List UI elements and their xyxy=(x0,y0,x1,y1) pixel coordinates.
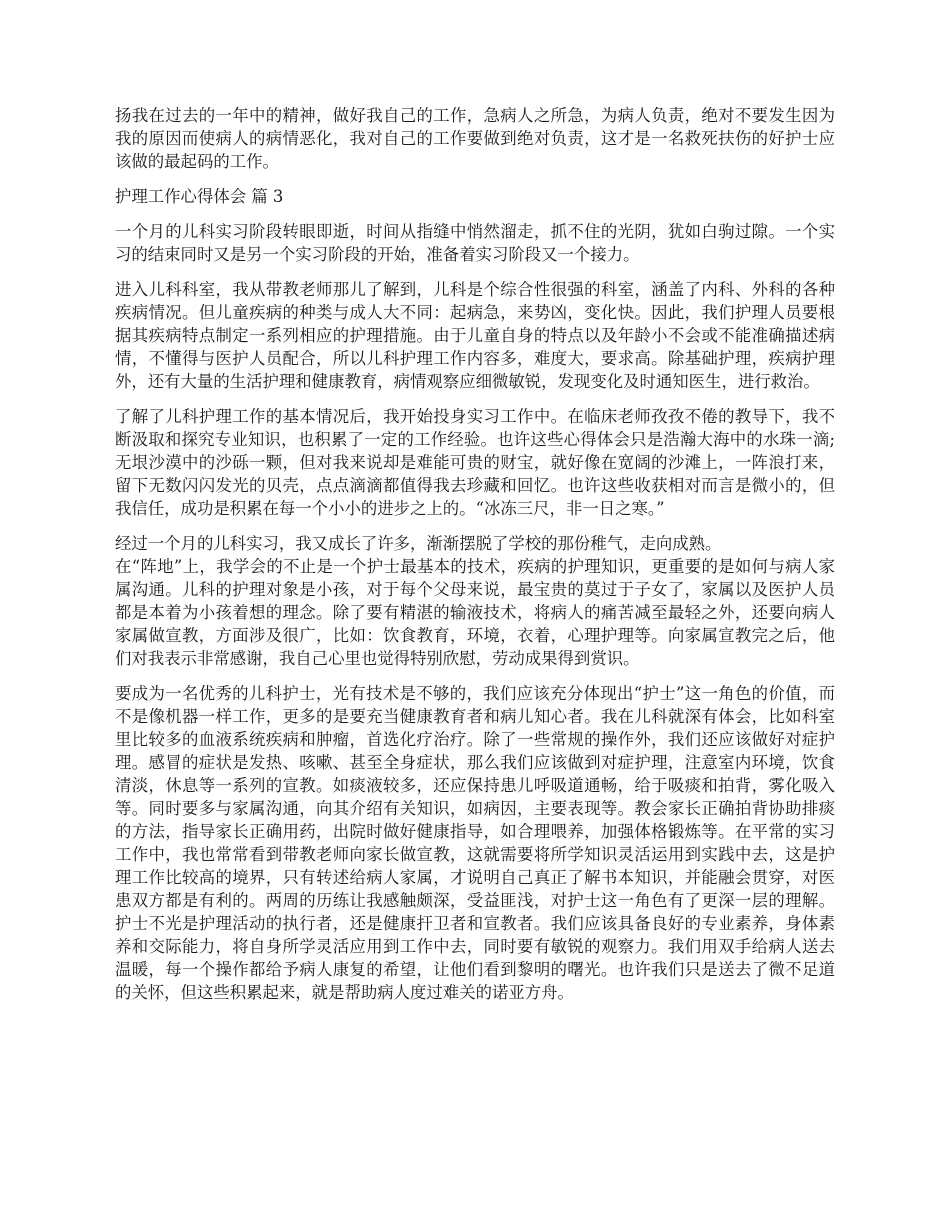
paragraph-communication: 在“阵地”上，我学会的不止是一个护士最基本的技术，疾病的护理知识，更重要的是如何与病人家属沟通。儿科的护理对象是小孩，对于每个父母来说，最宝贵的莫过于子女了，家属以及医护人员都是本着为小孩着想的理念。除了要有精湛的输液技术，将病人的痛苦减至最轻之外，还要向病人家属做宣教，方面涉及很广，比如：饮食教育，环境，衣着，心理护理等。向家属宣教完之后，他们对我表示非常感谢，我自己心里也觉得特别欣慰，劳动成果得到赏识。 xyxy=(115,557,835,668)
document-page xyxy=(115,104,835,1016)
paragraph-internship-experience: 了解了儿科护理工作的基本情况后，我开始投身实习工作中。在临床老师孜孜不倦的教导下，我不断汲取和探究专业知识，也积累了一定的工作经验。也许这些心得体会只是浩瀚大海中的水珠一滴;无垠沙漠中的沙砾一颗，但对我来说却是难能可贵的财宝，就好像在宽阔的沙滩上，一阵浪打来，留下无数闪闪发光的贝壳，点点滴滴都值得我去珍藏和回忆。也许这些收获相对而言是微小的，但我信任，成功是积累在每一个小小的进步之上的。“冰冻三尺，非一日之寒。” xyxy=(115,407,835,518)
paragraph-pediatrics-overview: 进入儿科科室，我从带教老师那儿了解到，儿科是个综合性很强的科室，涵盖了内科、外科的各种疾病情况。但儿童疾病的种类与成人大不同：起病急，来势凶，变化快。因此，我们护理人员要根据其疾病特点制定一系列相应的护理措施。由于儿童自身的特点以及年龄小不会或不能准确描述病情，不懂得与医护人员配合，所以儿科护理工作内容多，难度大，要求高。除基础护理，疾病护理外，还有大量的生活护理和健康教育，病情观察应细微敏锐，发现变化及时通知医生，进行救治。 xyxy=(115,280,835,391)
paragraph-closing-previous: 扬我在过去的一年中的精神，做好我自己的工作，急病人之所急，为病人负责，绝对不要发生因为我的原因而使病人的病情恶化，我对自己的工作要做到绝对负责，这才是一名救死扶伤的好护士应该做的最起码的工作。 xyxy=(115,106,835,171)
section-heading: 护理工作心得体会 篇 3 xyxy=(115,187,284,206)
paragraph-intro: 一个月的儿科实习阶段转眼即逝，时间从指缝中悄然溜走，抓不住的光阴，犹如白驹过隙。一个实习的结束同时又是另一个实习阶段的开始，准备着实习阶段又一个接力。 xyxy=(115,222,835,264)
paragraph-nurse-role: 要成为一名优秀的儿科护士，光有技术是不够的，我们应该充分体现出“护士”这一角色的价值，而不是像机器一样工作，更多的是要充当健康教育者和病儿知心者。我在儿科就深有体会，比如科室里比较多的血液系统疾病和肿瘤，首选化疗治疗。除了一些常规的操作外，我们还应该做好对症护理。感冒的症状是发热、咳嗽、甚至全身症状，那么我们应该做到对症护理，注意室内环境，饮食清淡，休息等一系列的宣教。如痰液较多，还应保持患儿呼吸道通畅，给于吸痰和拍背，雾化吸入等。同时要多与家属沟通，向其介绍有关知识，如病因，主要表现等。教会家长正确拍背协助排痰的方法，指导家长正确用药，出院时做好健康指导，如合理喂养，加强体格锻炼等。在平常的实习工作中，我也常常看到带教老师向家长做宣教，这就需要将所学知识灵活运用到实践中去，这是护理工作比较高的境界，只有转述给病人家属，才说明自己真正了解书本知识，并能融会贯穿，对医患双方都是有利的。两周的历练让我感触颇深，受益匪浅，对护士这一角色有了更深一层的理解。护士不光是护理活动的执行者，还是健康扞卫者和宣教者。我们应该具备良好的专业素养，身体素养和交际能力，将自身所学灵活应用到工作中去，同时要有敏锐的观察力。我们用双手给病人送去温暖，每一个操作都给予病人康复的希望，让他们看到黎明的曙光。也许我们只是送去了微不足道的关怀，但这些积累起来，就是帮助病人度过难关的诺亚方舟。 xyxy=(115,684,835,1002)
paragraph-growth: 经过一个月的儿科实习，我又成长了许多，渐渐摆脱了学校的那份稚气，走向成熟。 xyxy=(115,534,722,553)
